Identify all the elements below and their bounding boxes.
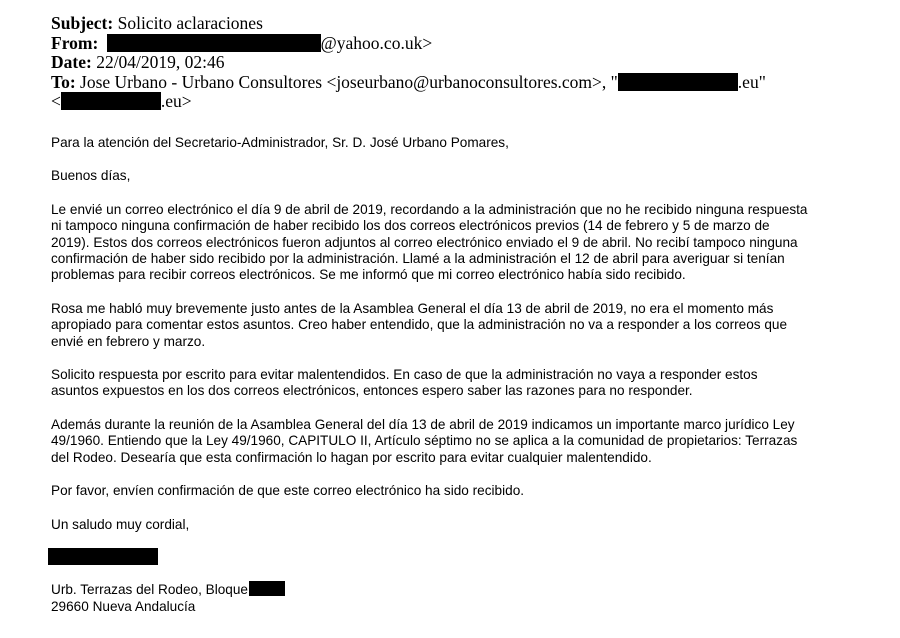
paragraph-5: Por favor, envíen confirmación de que este correo electrónico ha sido recibido.: [51, 483, 525, 499]
date-value: 22/04/2019, 02:46: [96, 52, 225, 72]
cc-domain: .eu>: [160, 91, 192, 111]
to-label: To:: [51, 71, 76, 92]
sender-address: [51, 581, 285, 615]
date-row: [51, 53, 871, 73]
subject-row: [51, 14, 871, 34]
subject-label: Subject:: [51, 13, 114, 33]
address-line-2: 29660 Nueva Andalucía: [51, 598, 196, 614]
date-label: Date:: [51, 52, 92, 72]
salutation-line: Buenos días,: [51, 168, 131, 184]
from-label: From:: [51, 32, 99, 53]
to-row: [51, 73, 871, 93]
to-row-continued: [51, 92, 871, 112]
email-body: [51, 135, 871, 533]
paragraph-3: [51, 367, 871, 400]
text-line: 2019). Estos dos correos electrónicos fueron adjuntos al correo electrónico enviado el 9 de abril. No recibí tampoco ninguna: [51, 234, 798, 250]
redacted-recipient-email: [618, 73, 738, 91]
cc-prefix: <: [51, 91, 61, 111]
from-row: [51, 34, 871, 54]
text-line: Rosa me habló muy brevemente justo antes de la Asamblea General el día 13 de abril de 2019, no era el momento más: [51, 300, 774, 316]
redacted-signature: [48, 548, 158, 565]
greeting-line: Para la atención del Secretario-Administrador, Sr. D. José Urbano Pomares,: [51, 135, 509, 150]
text-line: ni tampoco ninguna confirmación de haber recibido los dos correos electrónicos previos (14 de febrero y 5 de marzo de: [51, 218, 770, 234]
text-line: 49/1960. Entiendo que la Ley 49/1960, CAPITULO II, Artículo séptimo no se aplica a la comunidad de propietarios: Terrazas: [51, 433, 798, 449]
to-recipients: Jose Urbano - Urbano Consultores <joseurbano@urbanoconsultores.com>, ": [80, 71, 618, 92]
address-line-1: [51, 581, 285, 599]
paragraph-2: [51, 301, 871, 350]
text-line: envié en febrero y marzo.: [51, 333, 206, 349]
text-line: Le envié un correo electrónico el día 9 de abril de 2019, recordando a la administración que no he recibido ninguna respuesta: [51, 201, 808, 217]
to-recipient-domain: .eu": [737, 71, 766, 92]
text-line: Solicito respuesta por escrito para evitar malentendidos. En caso de que la administración no vaya a responder estos: [51, 367, 758, 383]
paragraph-4: [51, 417, 871, 466]
text-line: confirmación de haber sido recibido por la administración. Llamé a la administración el 12 de abril para averiguar si tenían: [51, 251, 785, 267]
paragraph-1: [51, 202, 871, 284]
from-email-domain: @yahoo.co.uk>: [320, 32, 433, 53]
text-line: asuntos expuestos en los dos correos electrónicos, entonces espero saber las razones para no responder.: [51, 383, 693, 399]
redacted-sender-name: [107, 34, 321, 52]
closing-line: Un saludo muy cordial,: [51, 516, 190, 532]
text-line: del Rodeo. Desearía que esta confirmación lo hagan por escrito para evitar cualquier malentendido.: [51, 449, 652, 465]
subject-value: Solicito aclaraciones: [117, 13, 263, 33]
address-street: Urb. Terrazas del Rodeo, Bloque: [51, 582, 248, 597]
text-line: problemas para recibir correos electrónicos. Se me informó que mi correo electrónico había sido recibido.: [51, 267, 686, 283]
email-header: [51, 14, 871, 112]
redacted-recipient-email-2: [61, 92, 161, 110]
text-line: apropiado para comentar estos asuntos. Creo haber entendido, que la administración no va a responder a los correos que: [51, 317, 788, 333]
redacted-block-number: [249, 581, 285, 596]
text-line: Además durante la reunión de la Asamblea General del día 13 de abril de 2019 indicamos un importante marco jurídico Ley: [51, 416, 795, 432]
